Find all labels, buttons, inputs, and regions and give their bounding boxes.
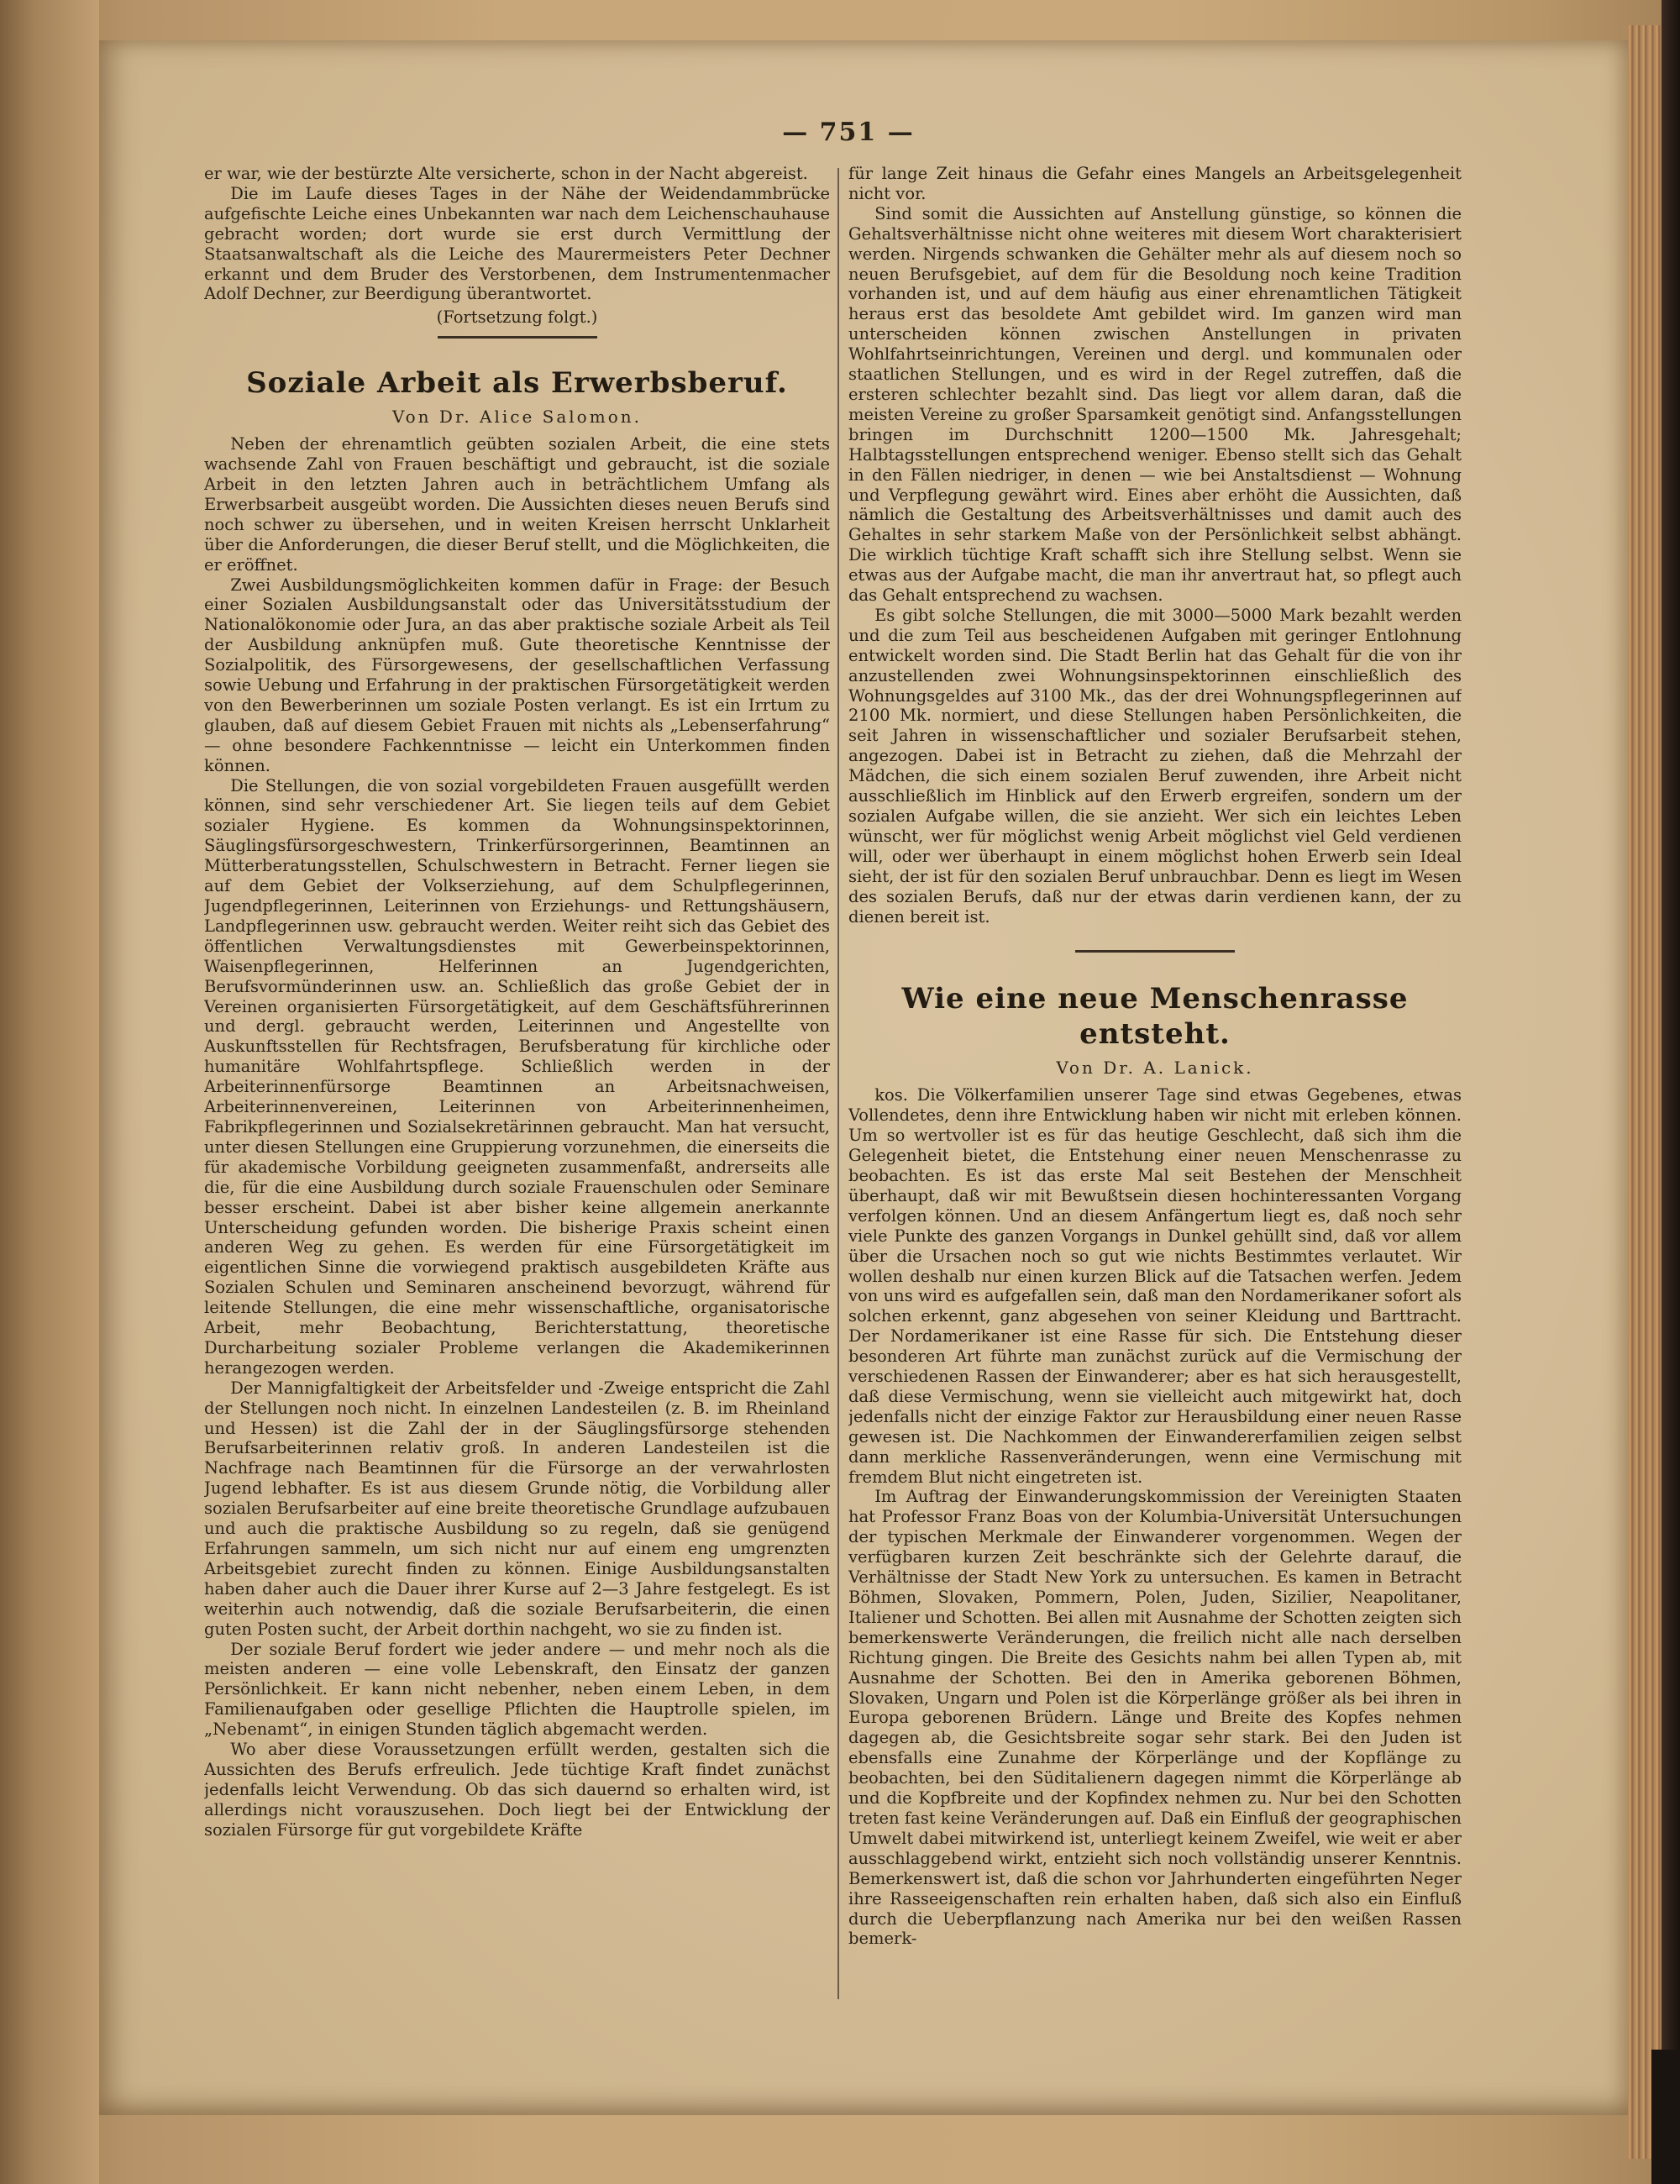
article-paragraph: Die Stellungen, die von sozial vorgebildeten Frauen ausgefüllt werden können, sind sehr verschiedener Art. Sie liegen teils auf dem Gebiet sozialer Hygiene. Es kommen da Wohnungsinspektorinnen, Säuglingsfürsorgeschwestern, Trinkerfürsorgerinnen, Beamtinnen an Mütterberatungsstellen, Schulschwestern in Betracht. Ferner liegen sie auf dem Gebiet der Volkserziehung, auf dem Schulpflegerinnen, Jugendpflegerinnen, Leiterinnen von Erziehungs- und Rettungshäusern, Landpflegerinnen usw. gebraucht werden. Weiter reiht sich das Gebiet des öffentlichen Verwaltungsdienstes mit Gewerbeinspektorinnen, Waisenpflegerinnen, Helferinnen an Jugendgerichten, Berufsvormünderinnen usw. an. Schließlich das große Gebiet der in Vereinen organisierten Fürsorgetätigkeit, auf dem Geschäftsführerinnen und dergl. gebraucht werden, Leiterinnen und Angestellte von Auskunftsstellen für Rechtsfragen, Berufsberatung für kirchliche oder humanitäre Wohlfahrtspflege. Schließlich werden in der Arbeiterinnenfürsorge Beamtinnen an Arbeitsnachweisen, Arbeiterinnenvereinen, Leiterinnen von Arbeiterinnenheimen, Fabrikpflegerinnen und Sozialsekretärinnen gebraucht. Man hat versucht, unter diesen Stellungen eine Gruppierung vorzunehmen, die einerseits die für akademische Vorbildung geeigneten zusammenfaßt, andrerseits alle die, für die eine Ausbildung durch soziale Frauenschulen oder Seminare besser erscheint. Dabei ist aber bisher keine allgemein anerkannte Unterscheidung gefunden worden. Die bisherige Praxis scheint einen anderen Weg zu gehen. Es werden für eine Fürsorgetätigkeit im eigentlichen Sinne die vorwiegend praktisch ausgebildeten Kräfte aus Sozialen Schulen und Seminaren anscheinend bevorzugt, während für leitende Stellungen, die eine mehr wissenschaftliche, organisatorische Arbeit, mehr Beobachtung, Berichterstattung, theoretische Durcharbeitung sozialer Probleme verlangen die Akademikerinnen herangezogen werden. <box>204 775 830 1378</box>
article-paragraph: Es gibt solche Stellungen, die mit 3000—5000 Mark bezahlt werden und die zum Teil aus bescheidenen Aufgaben mit geringer Entlohnung entwickelt worden sind. Die Stadt Berlin hat das Gehalt für die von ihr anzustellenden zwei Wohnungsinspektorinnen einschließlich des Wohnungsgeldes auf 3100 Mk., das der drei Wohnungspflegerinnen auf 2100 Mk. normiert, und diese Stellungen haben Persönlichkeiten, die seit Jahren in wissenschaftlicher und sozialer Berufsarbeit stehen, angezogen. Dabei ist in Betracht zu ziehen, daß die Mehrzahl der Mädchen, die sich einem sozialen Beruf zuwenden, ihre Arbeit nicht ausschließlich im Hinblick auf den Erwerb ergreifen, sondern um der sozialen Aufgabe willen, die sie anzieht. Wer sich ein leichtes Leben wünscht, wer für möglichst wenig Arbeit möglichst viel Geld verdienen will, oder wer überhaupt in einem möglichst hohen Erwerb sein Ideal sieht, der ist für den sozialen Beruf unbrauchbar. Denn es liegt im Wesen des sozialen Berufs, daß nur der etwas darin verdienen kann, der zu dienen bereit ist. <box>848 605 1462 927</box>
continuation-note: (Fortsetzung folgt.) <box>436 307 598 328</box>
left-column <box>204 164 830 2029</box>
page-number: — 751 — <box>782 118 915 147</box>
right-column <box>848 164 1462 2029</box>
article-paragraph: für lange Zeit hinaus die Gefahr eines Mangels an Arbeitsgelegenheit nicht vor. <box>848 164 1462 203</box>
article-title: Wie eine neue Menschenrasse entsteht. <box>901 982 1409 1052</box>
article-byline: Von Dr. Alice Salomon. <box>392 407 642 428</box>
article-title: Soziale Arbeit als Erwerbsberuf. <box>246 366 788 401</box>
section-divider <box>438 336 597 339</box>
story-continuation-paragraph: er war, wie der bestürzte Alte versicherte, schon in der Nacht abgereist. <box>204 164 808 183</box>
corner-strip <box>1651 2050 1680 2184</box>
article-byline: Von Dr. A. Lanick. <box>1056 1058 1254 1079</box>
article-paragraph: Im Auftrag der Einwanderungskommission der Vereinigten Staaten hat Professor Franz Boas von der Kolumbia-Universität Untersuchungen der typischen Merkmale der Einwanderer vorgenommen. Wegen der verfügbaren kurzen Zeit beschränkte sich der Gelehrte darauf, die Verhältnisse der Stadt New York zu untersuchen. Es kamen in Betracht Böhmen, Slovaken, Pommern, Polen, Juden, Sizilier, Neapolitaner, Italiener und Schotten. Bei allen mit Ausnahme der Schotten zeigten sich bemerkenswerte Veränderungen, die freilich nicht alle nach derselben Richtung gingen. Die Breite des Gesichts nahm bei allen Typen ab, mit Ausnahme der Schotten. Bei den in Amerika geborenen Böhmen, Slovaken, Ungarn und Polen ist die Körperlänge größer als bei ihren in Europa geborenen Brüdern. Länge und Breite des Kopfes nehmen dagegen ab, die Gesichtsbreite sogar sehr stark. Bei den Juden ist ebensfalls eine Zunahme der Körperlänge und der Kopflänge zu beobachten, bei den Süditalienern dagegen nimmt die Körperlänge ab und die Kopfbreite und der Kopfindex nehmen zu. Nur bei den Schotten treten fast keine Veränderungen auf. Daß ein Einfluß der geographischen Umwelt dabei mitwirkend ist, unterliegt keinem Zweifel, wie weit er aber ausschlaggebend wirkt, entzieht sich noch vollständig unserer Kenntnis. Bemerkenswert ist, daß die schon vor Jahrhunderten eingeführten Neger ihre Rasseeigenschaften rein erhalten haben, daß sich also ein Einfluß durch die Ueberpflanzung nach Amerika nur bei den weißen Rassen bemerk- <box>848 1487 1462 1949</box>
article-paragraph: Der Mannigfaltigkeit der Arbeitsfelder und -Zweige entspricht die Zahl der Stellungen noch nicht. In einzelnen Landesteilen (z. B. im Rheinland und Hessen) ist die Zahl der in der Säuglingsfürsorge stehenden Berufsarbeiterinnen relativ groß. In anderen Landesteilen ist die Nachfrage nach Beamtinnen für die Fürsorge an der verwahrlosten Jugend lebhafter. Es ist aus diesem Grunde nötig, die Vorbildung aller sozialen Berufsarbeiter auf eine breite theoretische Grundlage aufzubauen und auch die praktische Ausbildung so zu regeln, daß sie genügend Erfahrungen sammeln, um sich nicht nur auf einem eng umgrenzten Arbeitsgebiet zurecht finden zu können. Einige Ausbildungsanstalten haben daher auch die Dauer ihrer Kurse auf 2—3 Jahre festgelegt. Es ist weiterhin auch notwendig, daß die soziale Berufsarbeiterin, die einen guten Posten sucht, der Arbeit dorthin nachgeht, wo sie zu finden ist. <box>204 1378 830 1639</box>
story-continuation-paragraph: Die im Laufe dieses Tages in der Nähe der Weidendammbrücke aufgefischte Leiche eines Unbekannten war nach dem Leichenschauhause gebracht worden; dort wurde sie erst durch Vermittlung der Staatsanwaltschaft als die Leiche des Maurermeisters Peter Dechner erkannt und dem Bruder des Verstorbenen, dem Instrumentenmacher Adolf Dechner, zur Beerdigung überantwortet. <box>204 183 830 304</box>
right-binding-edge <box>1662 0 1680 2184</box>
article-paragraph: Zwei Ausbildungsmöglichkeiten kommen dafür in Frage: der Besuch einer Sozialen Ausbildungsanstalt oder das Universitätsstudium der Nationalökonomie oder Jura, an das aber praktische soziale Arbeit als Teil der Ausbildung anknüpfen muß. Gute theoretische Kenntnisse der Sozialpolitik, des Fürsorgewesens, der gesellschaftlichen Verfassung sowie Uebung und Erfahrung in der praktischen Fürsorgetätigkeit werden von den Bewerberinnen um soziale Posten verlangt. Es ist ein Irrtum zu glauben, daß auf diesem Gebiet Frauen mit nichts als „Lebenserfahrung“ — ohne besondere Fachkenntnisse — leicht ein Unterkommen finden können. <box>204 575 830 775</box>
article-paragraph: Neben der ehrenamtlich geübten sozialen Arbeit, die eine stets wachsende Zahl von Frauen beschäftigt und gebraucht, ist die soziale Arbeit in den letzten Jahren auch in beträchtlichem Umfang als Erwerbsarbeit ausgeübt worden. Die Aussichten dieses neuen Berufs sind noch schwer zu übersehen, und in weiten Kreisen herrscht Unklarheit über die Anforderungen, die dieser Beruf stellt, und die Möglichkeiten, die er eröffnet. <box>204 434 830 575</box>
article-paragraph: Der soziale Beruf fordert wie jeder andere — und mehr noch als die meisten anderen — eine volle Lebenskraft, den Einsatz der ganzen Persönlichkeit. Er kann nicht nebenher, neben einem Leben, in dem Familienaufgaben oder gesellige Pflichten die Hauptrolle spielen, im „Nebenamt“, in einigen Stunden täglich abgemacht werden. <box>204 1639 830 1740</box>
article-paragraph: Sind somit die Aussichten auf Anstellung günstige, so können die Gehaltsverhältnisse nicht ohne weiteres mit diesem Wort charakterisiert werden. Nirgends schwanken die Gehälter mehr als auf diesem noch so neuen Berufsgebiet, auf dem für die Besoldung noch keine Tradition vorhanden ist, und auf dem häufig aus einer ehrenamtlichen Tätigkeit heraus erst das besoldete Amt gebildet wird. Im ganzen wird man unterscheiden können zwischen Anstellungen in privaten Wohlfahrtseinrichtungen, Vereinen und dergl. und kommunalen oder staatlichen Stellungen, und es wird in der Regel zutreffen, daß die ersteren schlechter bezahlt sind. Das liegt vor allem daran, daß die meisten Vereine zu großer Sparsamkeit genötigt sind. Anfangsstellungen bringen im Durchschnitt 1200—1500 Mk. Jahresgehalt; Halbtagsstellungen entsprechend weniger. Ebenso stellt sich das Gehalt in den Fällen niedriger, in denen — wie bei Anstaltsdienst — Wohnung und Verpflegung gewährt wird. Eines aber erhöht die Aussichten, daß nämlich die Gestaltung des Arbeitsverhältnisses und damit auch des Gehaltes in sehr starkem Maße von der Persönlichkeit selbst abhängt. Die wirklich tüchtige Kraft schafft sich ihre Stellung selbst. Wenn sie etwas aus der Aufgabe macht, die man ihr anvertraut hat, so pflegt auch das Gehalt entsprechend zu wachsen. <box>848 203 1462 606</box>
article-paragraph: Wo aber diese Voraussetzungen erfüllt werden, gestalten sich die Aussichten des Berufs erfreulich. Jede tüchtige Kraft findet zunächst jedenfalls leicht Verwendung. Ob das sich dauernd so erhalten wird, ist allerdings nicht vorauszusehen. Doch liegt bei der Entwicklung der sozialen Fürsorge für gut vorgebildete Kräfte <box>204 1740 830 1840</box>
section-divider <box>1075 950 1235 953</box>
column-divider <box>837 168 839 1999</box>
left-page-edge <box>0 0 99 2184</box>
article-paragraph: kos. Die Völkerfamilien unserer Tage sind etwas Gegebenes, etwas Vollendetes, denn ihre Entwicklung haben wir nicht mit erleben können. Um so wertvoller ist es für das heutige Geschlecht, daß sich ihm die Gelegenheit bietet, die Entstehung einer neuen Menschenrasse zu beobachten. Es ist das erste Mal seit Bestehen der Menschheit überhaupt, daß wir mit Bewußtsein diesen hochinteressanten Vorgang verfolgen können. Und an diesem Anfängertum liegt es, daß noch sehr viele Punkte des ganzen Vorgangs in Dunkel gehüllt sind, daß vor allem über die Ursachen noch so gut wie nichts Bestimmtes verlautet. Wir wollen deshalb nur einen kurzen Blick auf die Tatsachen werfen. Jedem von uns wird es aufgefallen sein, daß man den Nordamerikaner sofort als solchen erkennt, ganz abgesehen von seiner Kleidung und Barttracht. Der Nordamerikaner ist eine Rasse für sich. Die Entstehung dieser besonderen Art führte man zunächst zurück auf die Vermischung der verschiedenen Rassen der Einwanderer; aber es hat sich herausgestellt, daß diese Vermischung, wenn sie vielleicht auch mitgewirkt hat, doch jedenfalls nicht der einzige Faktor zur Herausbildung einer neuen Rasse gewesen ist. Die Nachkommen der Einwandererfamilien zeigen selbst dann merkliche Rassenveränderungen, wenn eine Vermischung mit fremdem Blut nicht eingetreten ist. <box>848 1085 1462 1487</box>
